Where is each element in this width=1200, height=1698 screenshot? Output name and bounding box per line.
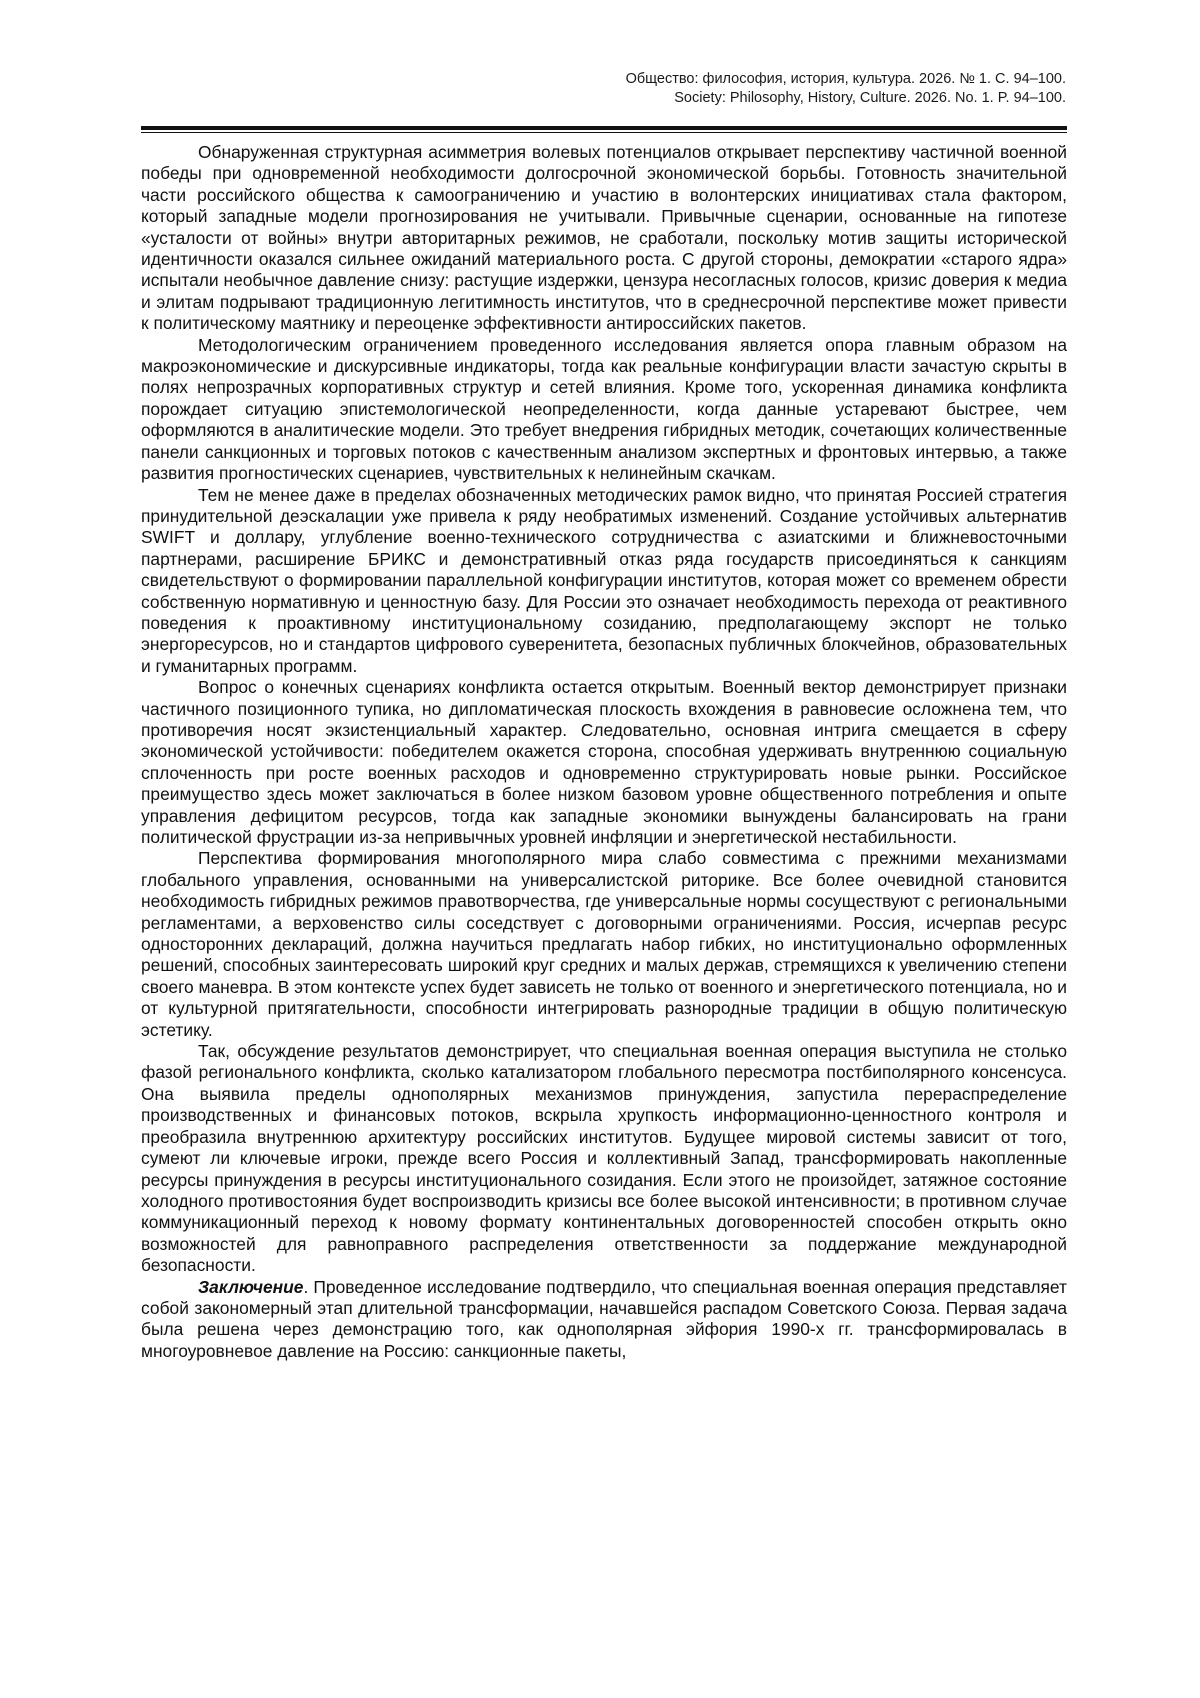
paragraph: Тем не менее даже в пределах обозначенных методических рамок видно, что принятая Россией стратегия принудительной деэскалации уже привела к ряду необратимых изменений. Создание устойчивых альтернатив SWIFT и доллару, углубление военно-технического сотрудничества с азиатскими и ближневосточными партнерами, расширение БРИКС и демонстративный отказ ряда государств присоединяться к санкциям свидетельствуют о формировании параллельной конфигурации институтов, которая может со временем обрести собственную нормативную и ценностную базу. Для России это означает необходимость перехода от реактивного поведения к проактивному институциональному созиданию, предполагающему экспорт не только энергоресурсов, но и стандартов цифрового суверенитета, безопасных публичных блокчейнов, образовательных и гуманитарных программ. bbox=[141, 484, 1067, 676]
conclusion-text: . Проведенное исследование подтвердило, что специальная военная операция представляет собой закономерный этап длительной трансформации, начавшейся распадом Советского Союза. Первая задача была решена через демонстрацию того, как однополярная эйфория 1990-х гг. трансформировалась в многоуровневое давление на Россию: санкционные пакеты, bbox=[141, 1276, 1067, 1361]
paragraph: Перспектива формирования многополярного мира слабо совместима с прежними механизмами глобального управления, основанными на универсалистской риторике. Все более очевидной становится необходимость гибридных режимов правотворчества, где универсальные нормы сосуществуют с региональными регламентами, а верховенство силы соседствует с договорными ограничениями. Россия, исчерпав ресурс односторонних деклараций, должна научиться предлагать набор гибких, но институционально оформленных решений, способных заинтересовать широкий круг средних и малых держав, стремящихся к увеличению степени своего маневра. В этом контексте успех будет зависеть не только от военного и энергетического потенциала, но и от культурной притягательности, способности интегрировать разнородные традиции в общую политическую эстетику. bbox=[141, 848, 1067, 1040]
header-rule-thin bbox=[141, 132, 1067, 133]
header-rule-thick bbox=[141, 126, 1067, 130]
conclusion-heading: Заключение bbox=[198, 1276, 304, 1297]
paragraph: Так, обсуждение результатов демонстрирует, что специальная военная операция выступила не столько фазой регионального конфликта, сколько катализатором глобального пересмотра постбиполярного консенсуса. Она выявила пределы однополярных механизмов принуждения, запустила перераспределение производственных и финансовых потоков, вскрыла хрупкость информационно-ценностного контроля и преобразила внутреннюю архитектуру российских институтов. Будущее мировой системы зависит от того, сумеют ли ключевые игроки, прежде всего Россия и коллективный Запад, трансформировать накопленные ресурсы принуждения в ресурсы институционального созидания. Если этого не произойдет, затяжное состояние холодного противостояния будет воспроизводить кризисы все более высокой интенсивности; в противном случае коммуникационный переход к новому формату континентальных договоренностей способен открыть окно возможностей для равноправного распределения ответственности за поддержание международной безопасности. bbox=[141, 1041, 1067, 1276]
journal-citation-ru: Общество: философия, история, культура. 2026. № 1. С. 94–100. bbox=[625, 71, 1066, 87]
journal-citation-en: Society: Philosophy, History, Culture. 2026. No. 1. P. 94–100. bbox=[674, 90, 1066, 106]
article-body bbox=[141, 142, 1067, 1362]
conclusion-paragraph bbox=[141, 1277, 1067, 1363]
paragraph: Вопрос о конечных сценариях конфликта остается открытым. Военный вектор демонстрирует признаки частичного позиционного тупика, но дипломатическая плоскость вхождения в равновесие осложнена тем, что противоречия носят экзистенциальный характер. Следовательно, основная интрига смещается в сферу экономической устойчивости: победителем окажется сторона, способная удерживать внутреннюю социальную сплоченность при росте военных расходов и одновременно структурировать новые рынки. Российское преимущество здесь может заключаться в более низком базовом уровне общественного потребления и опыте управления дефицитом ресурсов, тогда как западные экономики вынуждены балансировать на грани политической фрустрации из-за непривычных уровней инфляции и энергетической нестабильности. bbox=[141, 677, 1067, 847]
journal-header bbox=[626, 70, 1066, 108]
paragraph: Обнаруженная структурная асимметрия волевых потенциалов открывает перспективу частичной военной победы при одновременной необходимости долгосрочной экономической борьбы. Готовность значительной части российского общества к самоограничению и участию в волонтерских инициативах стала фактором, который западные модели прогнозирования не учитывали. Привычные сценарии, основанные на гипотезе «усталости от войны» внутри авторитарных режимов, не сработали, поскольку мотив защиты исторической идентичности оказался сильнее ожиданий материального роста. С другой стороны, демократии «старого ядра» испытали необычное давление снизу: растущие издержки, цензура несогласных голосов, кризис доверия к медиа и элитам подрывают традиционную легитимность институтов, что в среднесрочной перспективе может привести к политическому маятнику и переоценке эффективности антироссийских пакетов. bbox=[141, 142, 1067, 334]
paragraph: Методологическим ограничением проведенного исследования является опора главным образом на макроэкономические и дискурсивные индикаторы, тогда как реальные конфигурации власти зачастую скрыты в полях непрозрачных корпоративных структур и сетей влияния. Кроме того, ускоренная динамика конфликта порождает ситуацию эпистемологической неопределенности, когда данные устаревают быстрее, чем оформляются в аналитические модели. Это требует внедрения гибридных методик, сочетающих количественные панели санкционных и торговых потоков с качественным анализом экспертных и фронтовых интервью, а также развития прогностических сценариев, чувствительных к нелинейным скачкам. bbox=[141, 334, 1067, 484]
